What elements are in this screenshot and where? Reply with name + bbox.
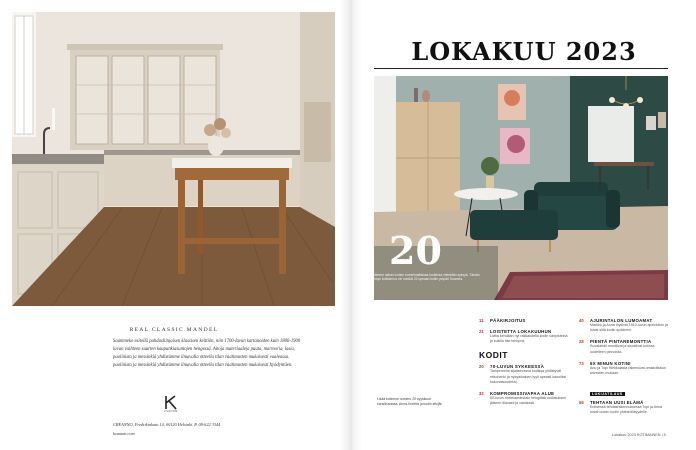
advert-website: kvanum.com <box>113 431 135 436</box>
toc-entry[interactable] <box>479 364 571 385</box>
toc-entry[interactable] <box>579 339 671 354</box>
toc-section-heading: KODIT <box>479 350 508 361</box>
toc-heading: LOISTETTA LOKAKUUHUN <box>490 329 552 334</box>
toc-description: Entisessä tehdasrakennuksessa Topi ja Anna loivat uuden kodin yhteisöllisyydelle. <box>590 405 663 415</box>
toc-entry[interactable] <box>479 391 571 406</box>
toc-description: 60-luvun rintamamiestalo hengittää uudistuksen jälkeen tilavasti ja valoisasti. <box>490 396 567 406</box>
toc-page-number: 73 <box>579 360 584 366</box>
advert-line: Saammeko esitellä puhdasliinjaisen klassisen keittiön, niin 1700-luvun kartanoiden kuin 1800-1900 <box>113 339 301 344</box>
advert-address: CREANNO, Fredrikinkatu 14, 00120 Helsinki. P. 09-622 3344 <box>113 422 221 427</box>
advert-line: lavun vaihteen suurten kaupunkiasuntojen hengessä. Aitoja materiaaleja puuta, marmoria, lasia, <box>113 347 296 353</box>
toc-page-number: 20 <box>479 364 484 370</box>
toc-page-number: 40 <box>579 318 584 323</box>
cover-caption: Lisää kotimme numero 20 syyskuun kansikuvassa, Anna-Kreetta ja kodin tekijät. <box>377 397 443 406</box>
issue-title: LOKAKUU 2023 <box>411 37 637 66</box>
toc-description: Kuvatahdit muuttivat ja sisustivat kotinsa uudelleen pinnoista. <box>590 344 655 354</box>
advert-line: puolinista ja messinkiä yhdistämme ilmavalla otteella tilan vaatimusten mukaisesti vaaleassa. <box>113 355 290 361</box>
toc-column-2 <box>579 318 671 422</box>
toc-description: Tampereella sijaitsevassa kodissa yhdistyvät retrohenki ja nykyaikainen tyyli upeasti kauniiksi kokonaisuudeksi. <box>490 369 567 384</box>
toc-heading: PÄÄKIRJOITUS <box>490 318 526 323</box>
feature-photo-caption: Kotimme tulisen kotien tunnelmallisissa kodeissa vietetään syksyä. Tämän syksyn kotikierros vie meidät 20 upeaan kotiin ympäri Suomea. <box>371 273 480 282</box>
feature-page-number: 20 <box>389 228 442 273</box>
toc-column-1 <box>479 318 571 412</box>
toc-heading: AJURINTALON LUMOAMAT <box>590 318 653 323</box>
toc-heading: KOMPROMISSIVAPAA ALUE <box>490 391 555 397</box>
toc-entry[interactable] <box>479 318 571 323</box>
title-divider <box>374 68 668 69</box>
toc-page-number: 32 <box>479 391 484 397</box>
toc-entry[interactable] <box>579 318 671 333</box>
brand-name: REAL CLASSIC MANDEL <box>129 327 219 333</box>
toc-description: Lattia kehdään nyt rakkaudella kodin väripisteinä ja kukilla itse tehtyinä. <box>490 334 568 344</box>
toc-page-number: 28 <box>579 339 584 345</box>
toc-heading: PIENTÄ PINTAREMONTTIA <box>590 339 652 345</box>
page-footer: Lokakuu 2023 KOTIMAINEN | 5 <box>612 433 666 437</box>
toc-heading: 5X MINUN KOTINI <box>590 360 631 366</box>
advert-body-text <box>113 338 301 370</box>
kitchen-photo <box>12 12 335 306</box>
toc-page-number: 21 <box>479 329 484 334</box>
advert-line: puolinista ja messinkiä yhdistämme ilmavalla otteella tilan vaatimusten mukaisesti hyödyntäen. <box>113 363 293 369</box>
toc-description: Markku ja Anna löysivät 1910-luvun ajurintalon ja loivat siitä kodin sydämen. <box>590 323 668 333</box>
toc-entry[interactable] <box>579 361 671 376</box>
brand-logo-icon <box>164 395 178 410</box>
brand-logo-text: KVANUM <box>164 410 178 413</box>
toc-heading: 70-LUVUN SYKKEESSÄ <box>490 364 545 370</box>
toc-description: Anu ja Topi Hiekkalasta rakensivat omakotitalon toiveiden mukaan. <box>590 365 667 376</box>
toc-heading: TEHTAAN UUSI ELÄMÄ <box>590 400 644 406</box>
toc-page-number: 56 <box>579 400 584 406</box>
toc-entry[interactable] <box>579 400 671 415</box>
toc-highlight-label: LUKIJATILAUS <box>592 392 623 397</box>
toc-page-number: 11 <box>479 318 484 323</box>
toc-entry[interactable] <box>479 329 571 344</box>
